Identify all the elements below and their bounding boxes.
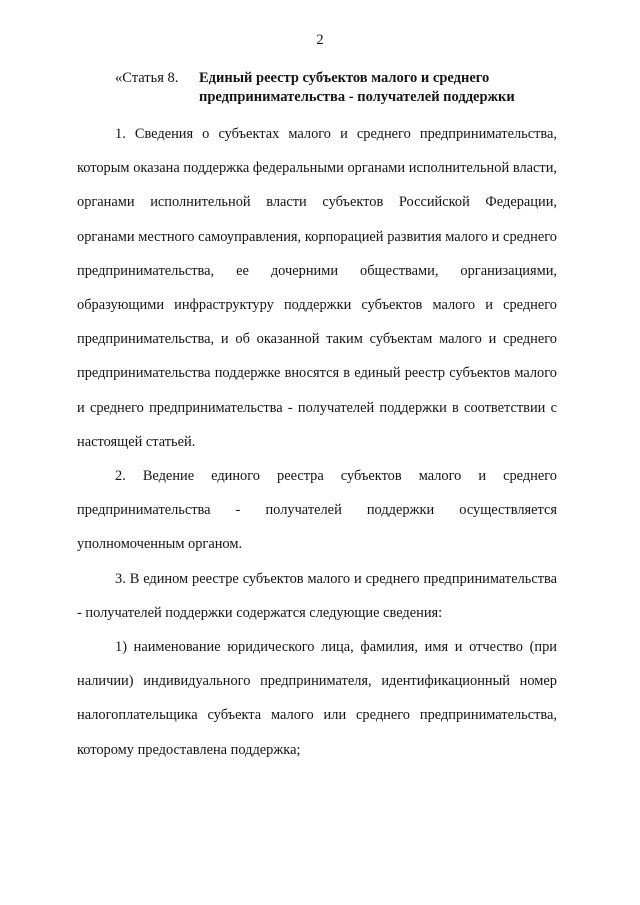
article-body xyxy=(77,117,557,767)
paragraph-item-1: 1) наименование юридического лица, фамилия, имя и отчество (при наличии) индивидуального предпринимателя, идентификационный номер налогоплательщика субъекта малого или среднего предпринимательства, которому предоставлена поддержка; xyxy=(77,639,557,758)
paragraph-3: 3. В едином реестре субъектов малого и среднего предпринимательства - получателей поддержки содержатся следующие сведения: xyxy=(77,570,557,621)
article-label: «Статья 8. xyxy=(115,70,179,86)
paragraph-2: 2. Ведение единого реестра субъектов малого и среднего предпринимательства - получателей поддержки осуществляется уполномоченным органом. xyxy=(77,468,557,553)
paragraph-1: 1. Сведения о субъектах малого и среднего предпринимательства, которым оказана поддержка федеральными органами исполнительной власти, органами исполнительной власти субъектов Российской Федерации, органами местного самоуправления, корпорацией развития малого и среднего предпринимательства, ее дочерними обществами, организациями, образующими инфраструктуру поддержки субъектов малого и среднего предпринимательства, и об оказанной таким субъектам малого и среднего предпринимательства поддержке вносятся в единый реестр субъектов малого и среднего предпринимательства - получателей поддержки в соответствии с настоящей статьей. xyxy=(77,126,557,450)
article-title: Единый реестр субъектов малого и среднего предпринимательства - получателей поддержки xyxy=(199,70,515,105)
page-number: 2 xyxy=(316,32,324,48)
